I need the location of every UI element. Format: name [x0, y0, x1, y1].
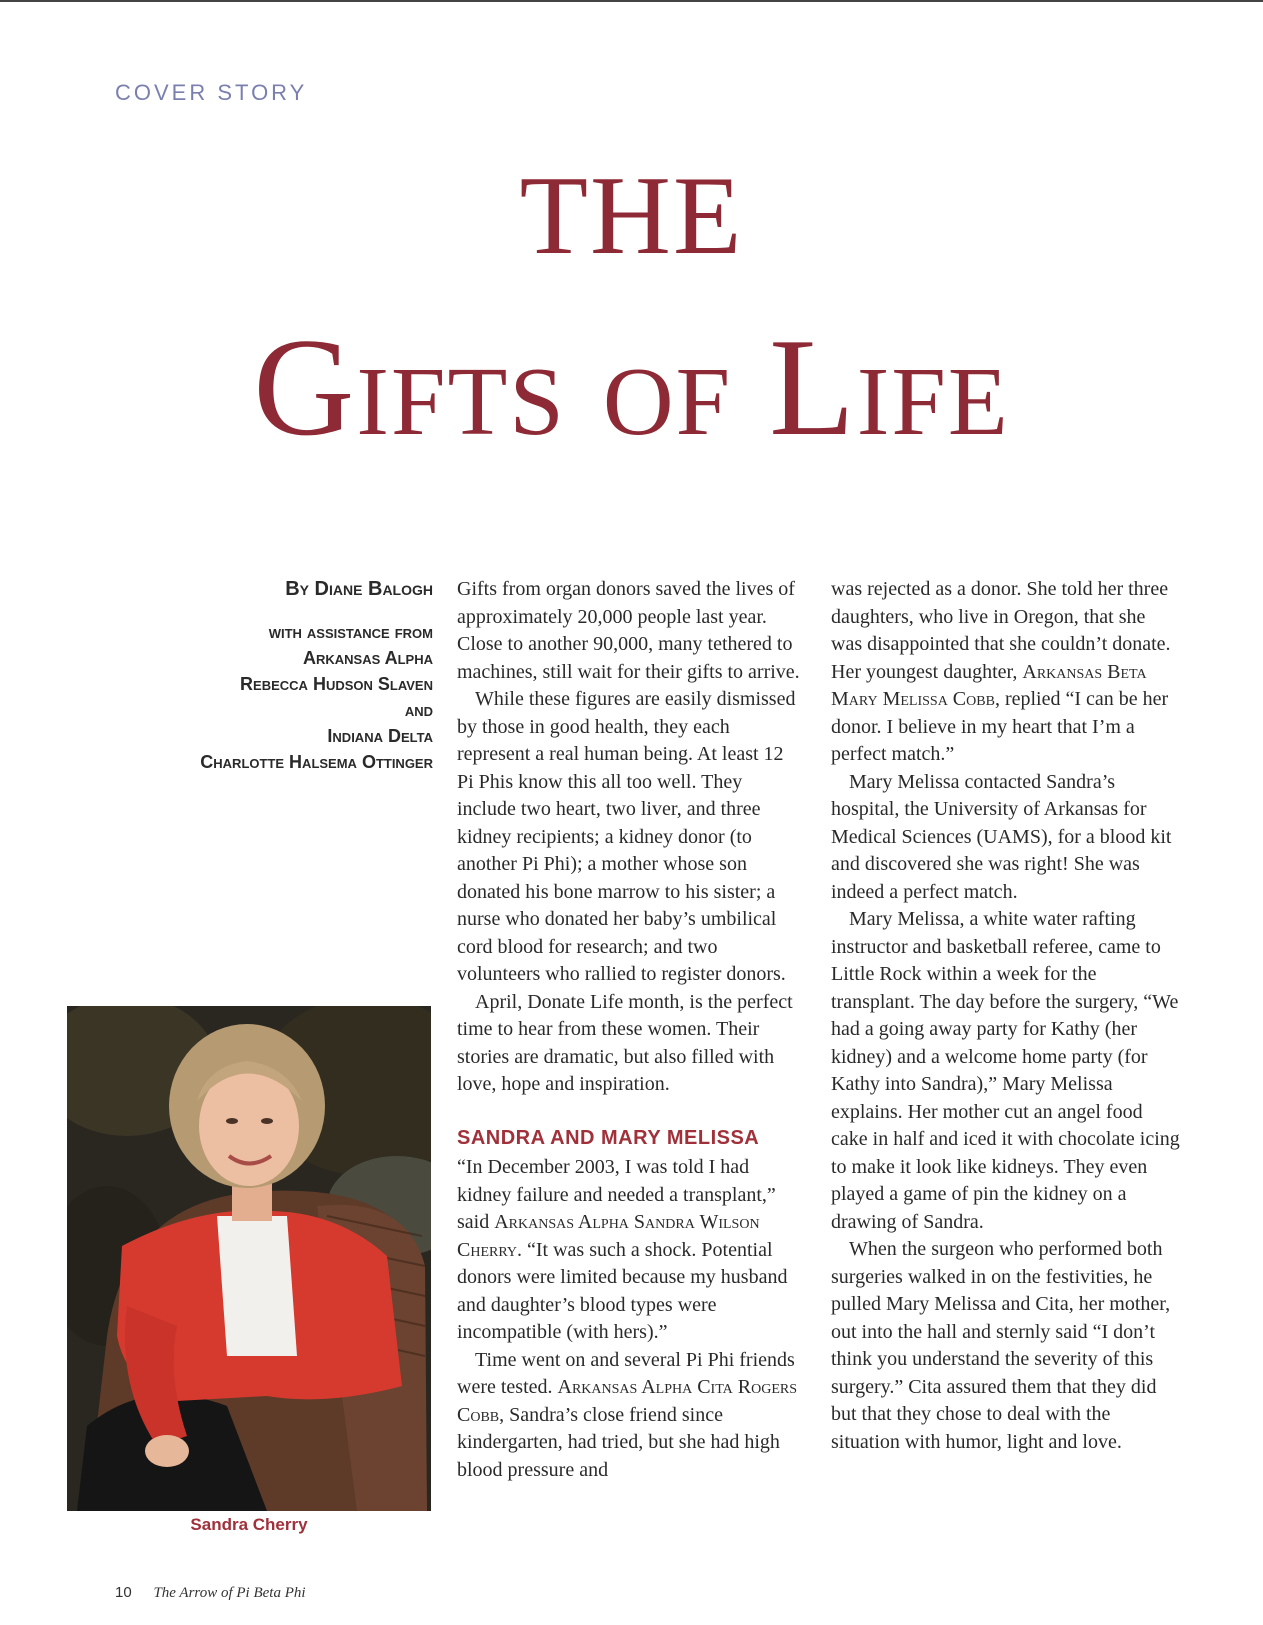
byline-assist — [73, 619, 433, 775]
byline-line: Arkansas Alpha — [302, 648, 433, 668]
section-label: COVER STORY — [115, 80, 308, 105]
paragraph — [457, 1154, 802, 1347]
paragraph: Mary Melissa contacted Sandra’s hospital, the University of Arkansas for Medical Sciences (UAMS), for a blood kit and discovered she was right! She was indeed a perfect match. — [831, 770, 1172, 903]
text-run: was rejected as a donor. She told her three daughters, who live in Oregon, that she was disappointed that she couldn’t donate. Her youngest daughter, — [831, 578, 1171, 683]
byline-author: By Diane Balogh — [285, 578, 433, 600]
top-rule — [0, 0, 1263, 2]
byline-line: with assistance from — [268, 622, 433, 642]
text-run: , replied “I can be her donor. I believe in my heart that I’m a perfect match.” — [831, 688, 1169, 765]
member-name: Arkansas Alpha Cita Rogers Cobb — [457, 1376, 797, 1426]
photo-caption: Sandra Cherry — [190, 1515, 308, 1534]
paragraph — [457, 1347, 802, 1485]
paragraph: When the surgeon who performed both surgeries walked in on the festivities, he pulled Mary Melissa and Cita, her mother, out into the hall and sternly said “I don’t think you understand the severity of this surgery.” Cita assured them that they did but that they chose to deal with the situation with humor, light and love. — [831, 1238, 1171, 1453]
section-heading: SANDRA AND MARY MELISSA — [457, 1126, 760, 1149]
paragraph: While these figures are easily dismissed by those in good health, they each represent a real human being. At least 12 Pi Phis know this all too well. They include two heart, two liver, and three kidney recipients; a kidney donor (to another Pi Phi); a mother whose son donated his bone marrow to his sister; a nurse who donated her baby’s umbilical cord blood for research; and two volunteers who rallied to register donors. — [457, 688, 796, 985]
byline-line: Indiana Delta — [327, 726, 433, 746]
article-column-1 — [457, 576, 802, 1484]
text-run: “In December 2003, I was told I had kidney failure and needed a transplant,” said — [457, 1156, 776, 1233]
paragraph: Mary Melissa, a white water rafting instructor and basketball referee, came to Little Rock within a week for the transplant. The day before the surgery, “We had a going away party for Kathy (her kidney) and a welcome home party (for Kathy into Sandra),” Mary Melissa explains. Her mother cut an angel food cake in half and iced it with chocolate icing to make it look like kidneys. They even played a game of pin the kidney on a drawing of Sandra. — [831, 908, 1180, 1233]
paragraph: April, Donate Life month, is the perfect time to hear from these women. Their stories are dramatic, but also filled with love, hope and inspiration. — [457, 990, 793, 1095]
byline-line: Charlotte Halsema Ottinger — [200, 752, 433, 772]
portrait-photo — [67, 1006, 431, 1511]
title-line-1: THE — [519, 154, 744, 278]
text-run: . “It was such a shock. Potential donors were limited because my husband and daughter’s blood types were incompatible (with hers).” — [457, 1238, 788, 1343]
member-name: Arkansas Alpha Sandra Wilson Cherry — [457, 1211, 760, 1261]
publication-name: The Arrow of Pi Beta Phi — [153, 1585, 306, 1601]
page-footer — [115, 1584, 306, 1602]
byline-line: Rebecca Hudson Slaven — [240, 674, 433, 694]
byline — [73, 578, 433, 775]
text-run: Time went on and several Pi Phi friends were tested. — [457, 1348, 795, 1398]
paragraph: Gifts from organ donors saved the lives of approximately 20,000 people last year. Close to another 90,000, many tethered to machines, still wait for their gifts to arrive. — [457, 578, 800, 683]
text-run: , Sandra’s close friend since kindergarten, had tried, but she had high blood pressure and — [457, 1403, 780, 1481]
page-number: 10 — [115, 1584, 132, 1601]
article-column-2 — [831, 576, 1181, 1456]
title-line-2: Gifts of Life — [253, 310, 1010, 465]
member-name: Arkansas Beta Mary Melissa Cobb — [831, 660, 1147, 710]
byline-line: and — [404, 700, 433, 720]
paragraph — [831, 576, 1181, 769]
